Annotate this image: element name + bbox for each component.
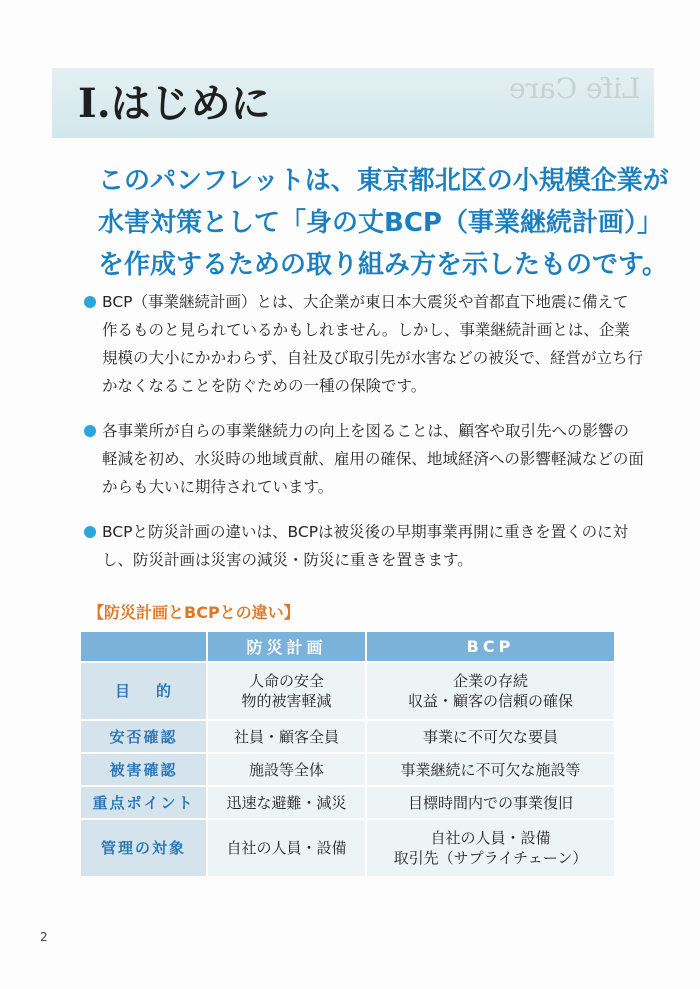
- page-number: 2: [40, 930, 48, 944]
- table-row: [81, 786, 614, 819]
- table-row: [81, 720, 614, 753]
- bullet-list: [84, 288, 644, 591]
- table-row: [81, 753, 614, 786]
- lead-line: 水害対策として「身の丈BCP（事業継続計画）」: [98, 208, 663, 238]
- cell-bcp: 事業継続に不可欠な施設等: [366, 753, 614, 786]
- lead-line: を作成するための取り組み方を示したものです。: [98, 250, 668, 280]
- cell-line: 企業の存続: [452, 672, 528, 690]
- cell-line: 自社の人員・設備: [430, 829, 551, 847]
- table-row: [81, 819, 614, 876]
- cell-bcp: [366, 662, 614, 720]
- bullet-item: [84, 417, 644, 501]
- lead-line: このパンフレットは、東京都北区の小規模企業が: [98, 166, 669, 196]
- row-label-managed-targets: 管理の対象: [81, 819, 207, 876]
- show-through-logo: Life Care: [508, 72, 640, 105]
- cell-plan: 社員・顧客全員: [207, 720, 366, 753]
- header-disaster-plan: 防災計画: [207, 632, 366, 662]
- bullet-text: 各事業所が自らの事業継続力の向上を図ることは、顧客や取引先への影響の軽減を初め、水災時の地域貢献、雇用の確保、地域経済への影響軽減などの面からも大いに期待されています。: [102, 422, 644, 496]
- table-row: [81, 662, 614, 720]
- cell-plan: 自社の人員・設備: [207, 819, 366, 876]
- cell-plan: [207, 662, 366, 720]
- cell-plan: 施設等全体: [207, 753, 366, 786]
- cell-bcp: 目標時間内での事業復旧: [366, 786, 614, 819]
- row-label-key-point: 重点ポイント: [81, 786, 207, 819]
- bullet-item: [84, 518, 644, 574]
- section-title: I.はじめに: [78, 80, 271, 127]
- cell-line: 物的被害軽減: [241, 692, 332, 710]
- cell-line: 収益・顧客の信頼の確保: [407, 692, 573, 710]
- bullet-dot-icon: [84, 526, 96, 538]
- bullet-text: BCPと防災計画の違いは、BCPは被災後の早期事業再開に重きを置くのに対し、防災計画は災害の減災・防災に重きを置きます。: [102, 523, 629, 569]
- lead-statement: [98, 160, 669, 286]
- row-label-safety-check: 安否確認: [81, 720, 207, 753]
- header-bcp: BCP: [366, 632, 614, 662]
- bullet-dot-icon: [84, 425, 96, 437]
- cell-bcp: 事業に不可欠な要員: [366, 720, 614, 753]
- cell-line: 取引先（サプライチェーン）: [393, 849, 588, 867]
- row-label-damage-check: 被害確認: [81, 753, 207, 786]
- comparison-table-title: 【防災計画とBCPとの違い】: [88, 603, 300, 622]
- row-label-purpose: 目的: [81, 662, 207, 720]
- header-empty-cell: [81, 632, 207, 662]
- bullet-dot-icon: [84, 296, 96, 308]
- bullet-item: [84, 288, 644, 400]
- table-header-row: [81, 632, 614, 662]
- cell-plan: 迅速な避難・減災: [207, 786, 366, 819]
- bullet-text: BCP（事業継続計画）とは、大企業が東日本大震災や首都直下地震に備えて作るものと見られているかもしれません。しかし、事業継続計画とは、企業規模の大小にかかわらず、自社及び取引先が水害などの被災で、経営が立ち行かなくなることを防ぐための一種の保険です。: [102, 293, 643, 395]
- cell-line: 人命の安全: [248, 672, 324, 690]
- cell-bcp: [366, 819, 614, 876]
- comparison-table: [81, 632, 614, 876]
